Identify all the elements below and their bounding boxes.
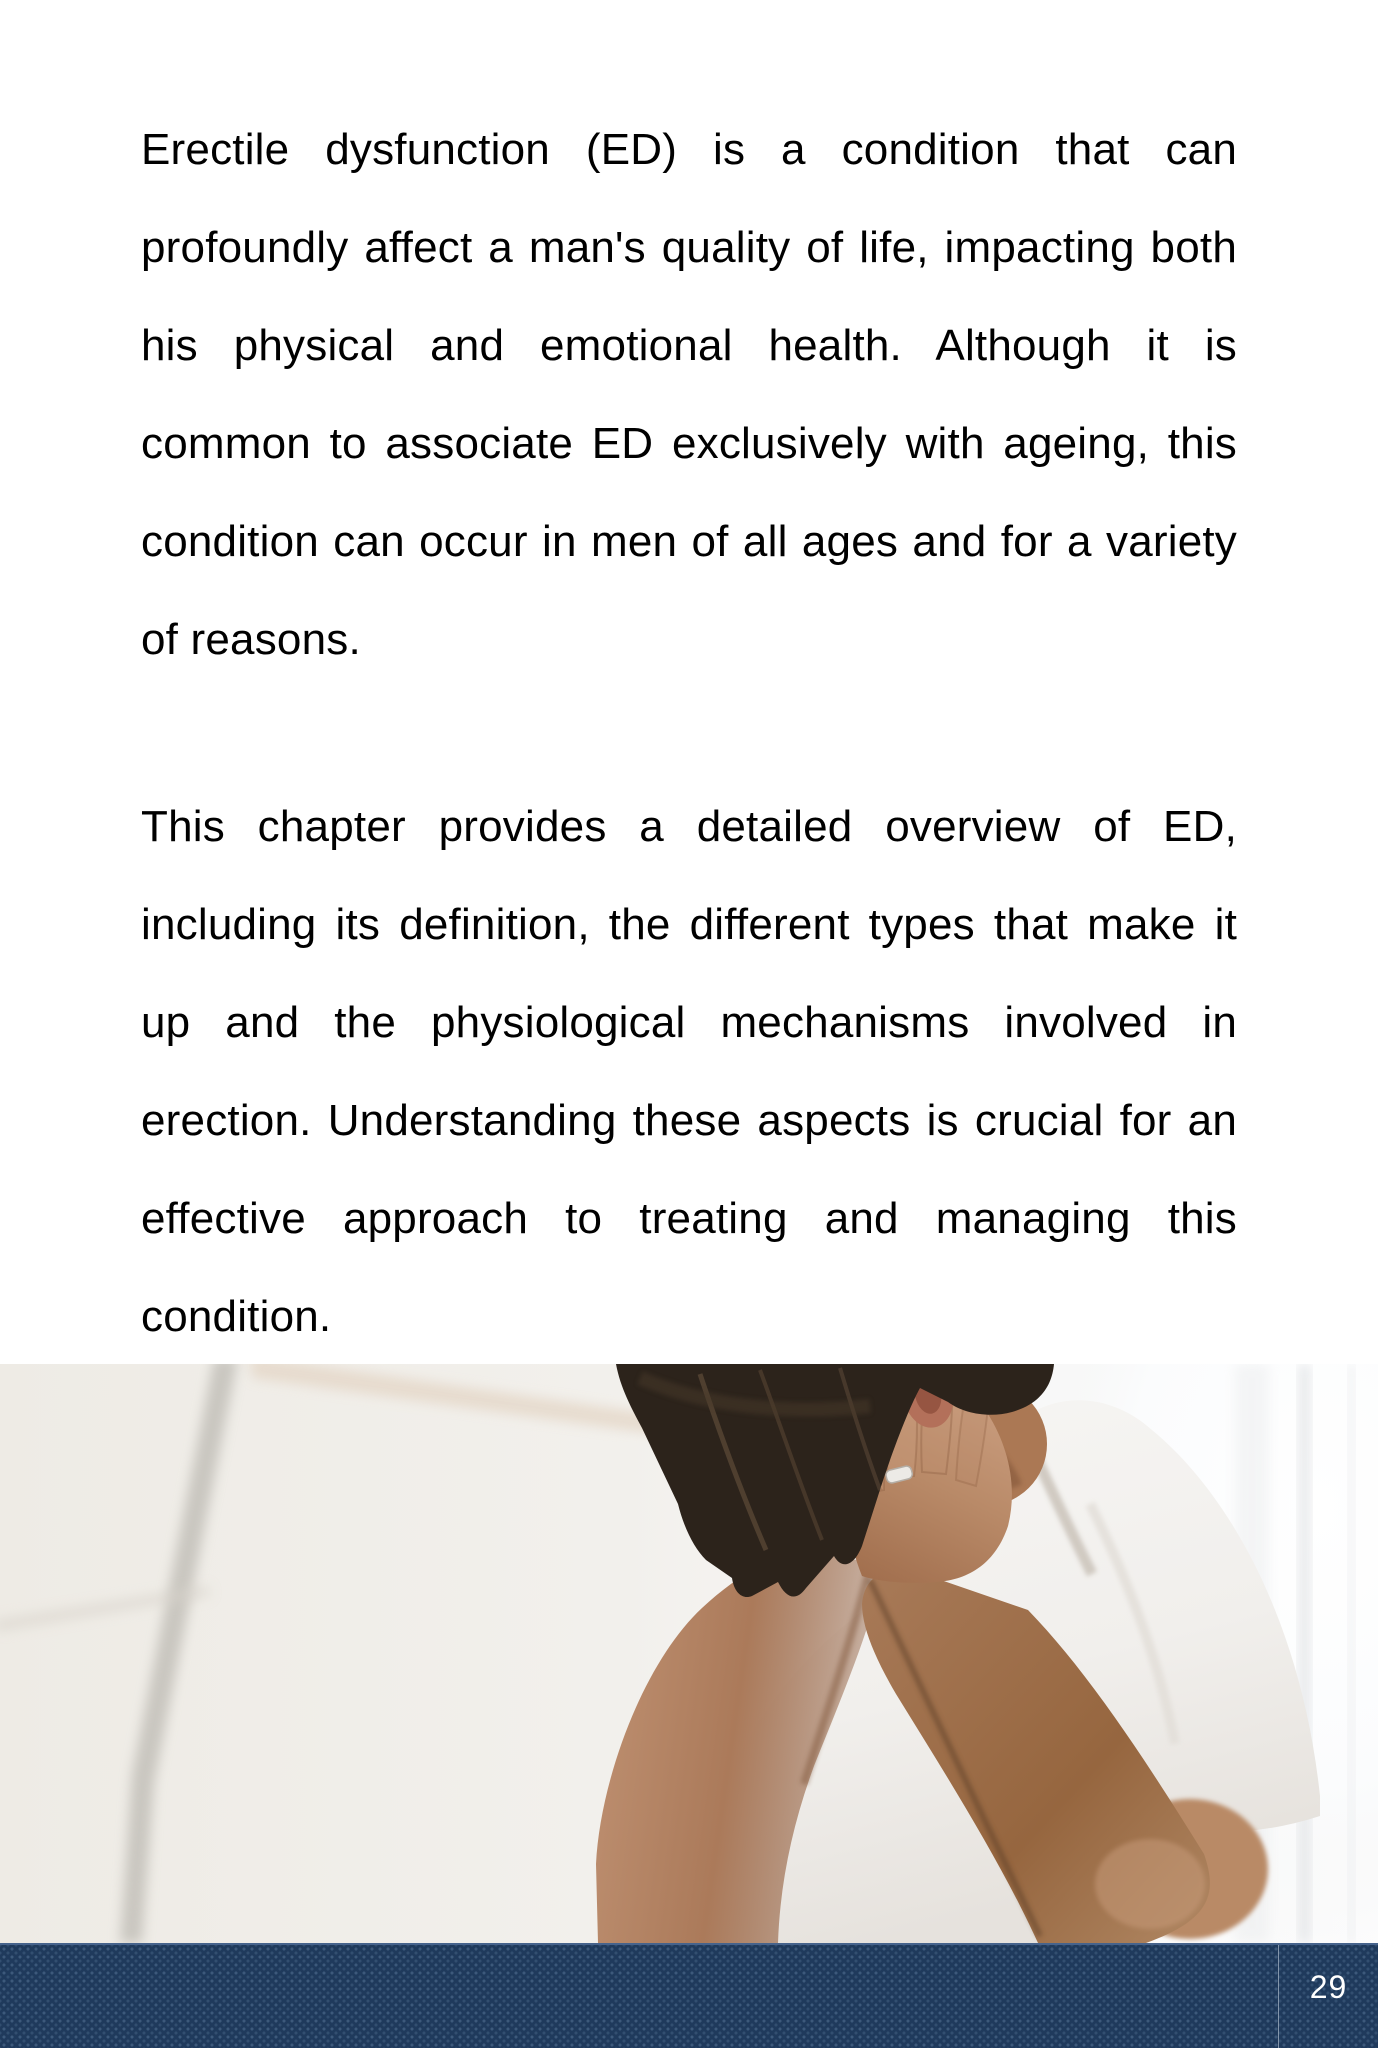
- text-line: This chapter provides a detailed overview of ED,: [141, 802, 1237, 851]
- page-number-cell: [1279, 1945, 1378, 2048]
- curtain-streak-2: [1349, 1364, 1354, 1943]
- text-line: up and the physiological mechanisms involved in: [141, 998, 1237, 1047]
- body-text: [141, 101, 1237, 1366]
- text-line: profoundly affect a man's quality of life, impacting both: [141, 223, 1237, 272]
- text-line: of reasons.: [141, 615, 361, 664]
- page-footer: [0, 1943, 1378, 2048]
- photo-illustration: [0, 1364, 1378, 1943]
- text-line: effective approach to treating and managing this: [141, 1194, 1237, 1243]
- text-line: condition can occur in men of all ages and for a variety: [141, 517, 1237, 566]
- text-line: common to associate ED exclusively with ageing, this: [141, 419, 1237, 468]
- text-line: his physical and emotional health. Although it is: [141, 321, 1237, 370]
- text-line: including its definition, the different types that make it: [141, 900, 1237, 949]
- page-number: 29: [1309, 1969, 1348, 2005]
- curtain-streak-1: [1300, 1364, 1309, 1943]
- paragraph: [141, 101, 1237, 689]
- paragraph: [141, 778, 1237, 1366]
- text-line: condition.: [141, 1292, 332, 1341]
- photo-man-covering-face: [0, 1364, 1378, 1943]
- text-line: erection. Understanding these aspects is crucial for an: [141, 1096, 1237, 1145]
- text-line: Erectile dysfunction (ED) is a condition that can: [141, 125, 1237, 174]
- elbow-highlight: [1095, 1839, 1205, 1929]
